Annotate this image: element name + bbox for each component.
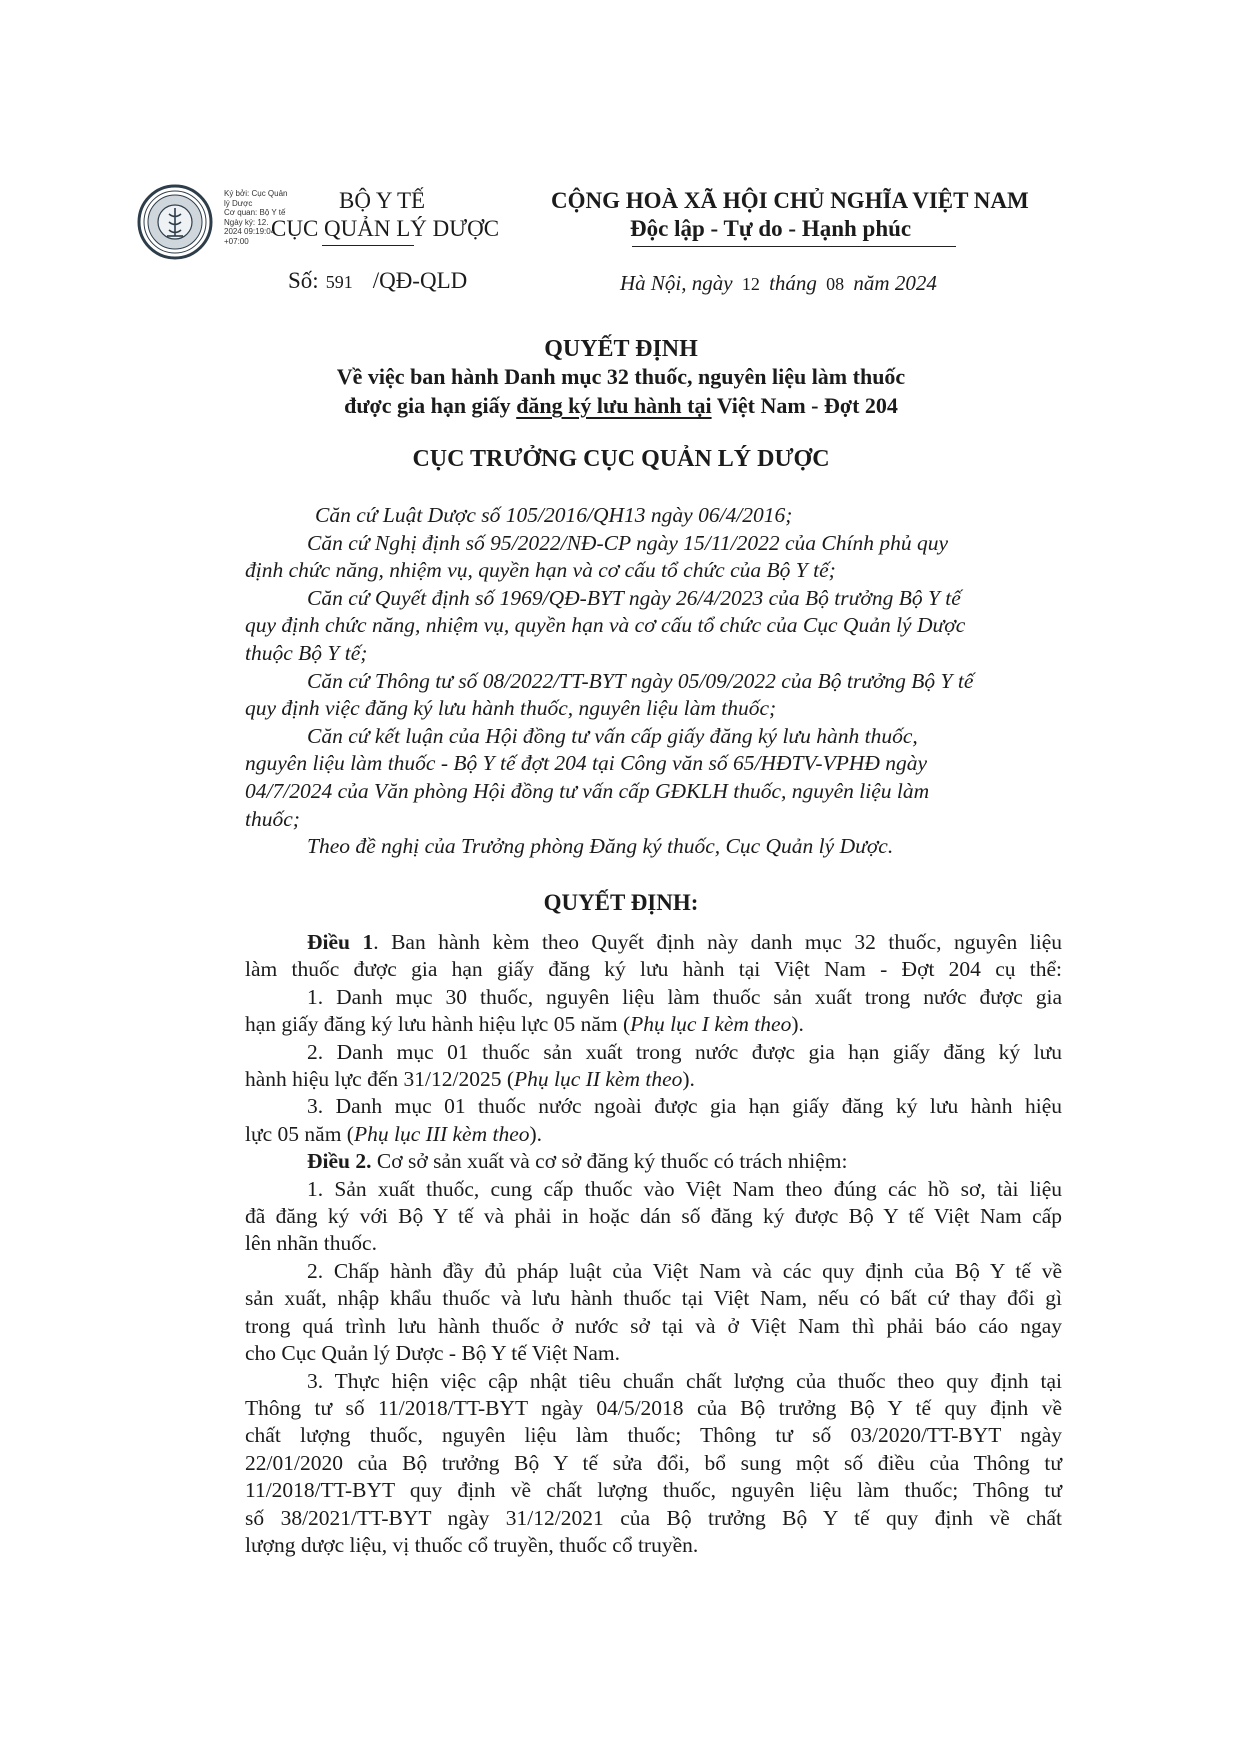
appendix-ref: Phụ lục II kèm theo (514, 1067, 683, 1092)
article-2-item: lượng dược liệu, vị thuốc cổ truyền, thuốc cổ truyền. (245, 1532, 699, 1557)
item-text: ). (791, 1012, 804, 1037)
article-2-item: 11/2018/TT-BYT quy định về chất lượng thuốc, nguyên liệu làm thuốc; Thông tư (245, 1478, 1062, 1503)
article-1-line: làm thuốc được gia hạn giấy đăng ký lưu hành tại Việt Nam - Đợt 204 cụ thể: (245, 957, 1062, 982)
doc-number-suffix: /QĐ-QLD (372, 268, 468, 293)
article-2-item: 1. Sản xuất thuốc, cung cấp thuốc vào Việt Nam theo đúng các hồ sơ, tài liệu (307, 1176, 1062, 1201)
document-subject-line1: Về việc ban hành Danh mục 32 thuốc, nguyên liệu làm thuốc (336, 364, 906, 389)
article-1-item (245, 1121, 1062, 1148)
decision-heading: QUYẾT ĐỊNH: (543, 890, 699, 915)
article-2-item: 22/01/2020 của Bộ trưởng Bộ Y tế sửa đổi, bổ sung một số điều của Thông tư (245, 1450, 1062, 1475)
document-type: QUYẾT ĐỊNH (544, 336, 698, 362)
issuing-ministry: BỘ Y TẾ (339, 188, 426, 213)
article-2-line (245, 1148, 1062, 1175)
legal-basis: Căn cứ kết luận của Hội đồng tư vấn cấp giấy đăng ký lưu hành thuốc, (307, 723, 918, 748)
article-2-item: sản xuất, nhập khẩu thuốc và lưu hành thuốc tại Việt Nam, nếu có bất cứ thay đổi gì (245, 1286, 1062, 1311)
article-2-item: cho Cục Quản lý Dược - Bộ Y tế Việt Nam. (245, 1341, 621, 1366)
article-2-item: lên nhãn thuốc. (245, 1231, 377, 1256)
signature-line: 2024 09:19:04 (224, 227, 276, 237)
date-year: năm 2024 (853, 271, 937, 295)
document-number (288, 268, 467, 294)
item-text: ). (682, 1067, 695, 1092)
national-motto: Độc lập - Tự do - Hạnh phúc (630, 216, 912, 241)
article-1-text: . Ban hành kèm theo Quyết định này danh mục 32 thuốc, nguyên liệu (373, 930, 1063, 954)
legal-basis: thuốc; (245, 806, 300, 831)
legal-basis: Căn cứ Thông tư số 08/2022/TT-BYT ngày 05/09/2022 của Bộ trưởng Bộ Y tế (307, 668, 974, 693)
article-2-item: 3. Thực hiện việc cập nhật tiêu chuẩn chất lượng của thuốc theo quy định tại (307, 1368, 1062, 1393)
doc-number-value: 591 (325, 272, 353, 292)
signature-line: Ngày ký: 12. (224, 217, 269, 227)
national-title: CỘNG HOÀ XÃ HỘI CHỦ NGHĨA VIỆT NAM (551, 188, 1029, 213)
motto-underline (632, 246, 956, 247)
item-text: hành hiệu lực đến 31/12/2025 ( (245, 1067, 515, 1092)
legal-basis: quy định chức năng, nhiệm vụ, quyền hạn và cơ cấu tổ chức của Cục Quản lý Dược (245, 613, 966, 638)
article-1-item: 3. Danh mục 01 thuốc nước ngoài được gia hạn giấy đăng ký lưu hành hiệu (307, 1094, 1062, 1119)
signature-line: lý Dược (224, 198, 253, 208)
subject-text: Việt Nam - Đợt 204 (711, 393, 898, 418)
date-month: 08 (826, 274, 845, 294)
article-1-line (245, 929, 1062, 956)
appendix-ref: Phụ lục I kèm theo (630, 1012, 792, 1037)
decision-articles (245, 929, 1062, 1559)
signature-line: +07:00 (224, 236, 249, 246)
date-month-label: tháng (769, 271, 817, 295)
article-2-item: 2. Chấp hành đầy đủ pháp luật của Việt Nam và các quy định của Bộ Y tế về (307, 1258, 1062, 1283)
article-2-item: số 38/2021/TT-BYT ngày 31/12/2021 của Bộ trưởng Bộ Y tế quy định về chất (245, 1505, 1062, 1530)
signature-line: Ký bởi: Cục Quản (224, 189, 288, 198)
article-2-text: Cơ sở sản xuất và cơ sở đăng ký thuốc có trách nhiệm: (371, 1149, 848, 1174)
appendix-ref: Phụ lục III kèm theo (353, 1121, 530, 1146)
issuing-authority: CỤC TRƯỞNG CỤC QUẢN LÝ DƯỢC (412, 446, 830, 472)
legal-basis: Theo đề nghị của Trưởng phòng Đăng ký thuốc, Cục Quản lý Dược. (307, 834, 894, 859)
issuing-agency: CỤC QUẢN LÝ DƯỢC (271, 216, 500, 241)
ministry-seal-icon (137, 184, 213, 260)
article-1-item (245, 1011, 1062, 1038)
legal-basis: Căn cứ Quyết định số 1969/QĐ-BYT ngày 26/4/2023 của Bộ trưởng Bộ Y tế (307, 585, 961, 610)
item-text: hạn giấy đăng ký lưu hành hiệu lực 05 năm ( (245, 1012, 631, 1037)
legal-basis: định chức năng, nhiệm vụ, quyền hạn và cơ cấu tổ chức của Bộ Y tế; (245, 558, 836, 583)
article-2-item: chất lượng thuốc, nguyên liệu làm thuốc; Thông tư số 03/2020/TT-BYT ngày (245, 1423, 1062, 1448)
legal-bases (245, 502, 973, 861)
agency-underline (322, 245, 414, 246)
signature-line: Cơ quan: Bộ Y tế (224, 208, 286, 218)
issue-date (620, 271, 937, 296)
item-text: ). (529, 1121, 543, 1146)
doc-number-prefix: Số: (288, 268, 319, 293)
article-1-item (245, 1066, 1062, 1093)
article-1-item: 2. Danh mục 01 thuốc sản xuất trong nước được gia hạn giấy đăng ký lưu (307, 1039, 1062, 1064)
article-2-item: trong quá trình lưu hành thuốc ở nước sở tại và ở Việt Nam thì phải báo cáo ngay (245, 1313, 1062, 1338)
item-text: lực 05 năm ( (245, 1121, 354, 1146)
article-1-item: 1. Danh mục 30 thuốc, nguyên liệu làm thuốc sản xuất trong nước được gia (307, 984, 1062, 1009)
legal-basis: quy định việc đăng ký lưu hành thuốc, nguyên liệu làm thuốc; (245, 696, 777, 721)
date-day: 12 (741, 274, 760, 294)
date-place: Hà Nội, ngày (620, 271, 733, 295)
article-2-item: đã đăng ký với Bộ Y tế và phải in hoặc dán số đăng ký được Bộ Y tế Việt Nam cấp (245, 1204, 1062, 1229)
article-2-item: Thông tư số 11/2018/TT-BYT ngày 04/5/2018 của Bộ trưởng Bộ Y tế quy định về (245, 1395, 1062, 1420)
article-2-label: Điều 2. (307, 1149, 372, 1174)
legal-basis: thuộc Bộ Y tế; (245, 640, 368, 665)
document-subject-line2 (0, 393, 1242, 419)
subject-underlined-text: đăng ký lưu hành tại (516, 393, 712, 418)
legal-basis: Căn cứ Nghị định số 95/2022/NĐ-CP ngày 15/11/2022 của Chính phủ quy (307, 530, 948, 555)
legal-basis: nguyên liệu làm thuốc - Bộ Y tế đợt 204 tại Công văn số 65/HĐTV-VPHĐ ngày (245, 751, 928, 776)
article-1-label: Điều 1 (307, 930, 374, 954)
legal-basis: 04/7/2024 của Văn phòng Hội đồng tư vấn cấp GĐKLH thuốc, nguyên liệu làm (245, 778, 930, 803)
legal-basis: Căn cứ Luật Dược số 105/2016/QH13 ngày 06/4/2016; (315, 503, 793, 527)
subject-text: được gia hạn giấy (344, 393, 517, 418)
